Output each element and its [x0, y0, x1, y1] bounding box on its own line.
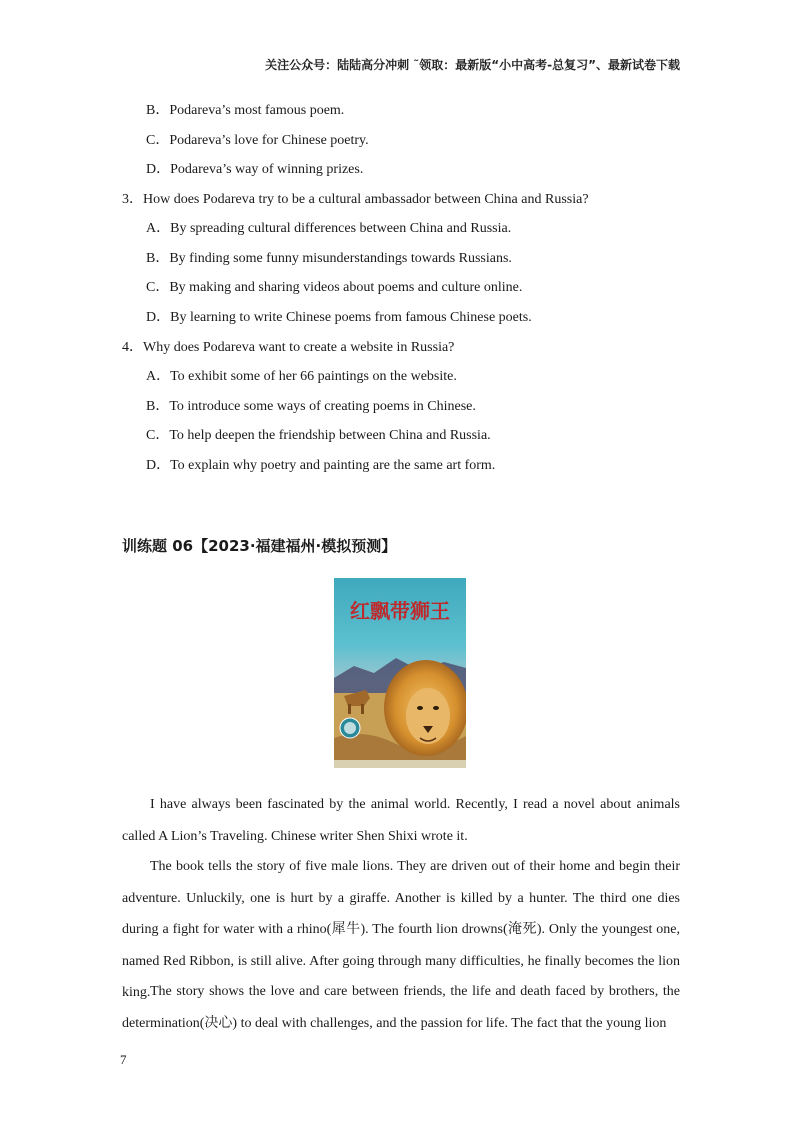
q2-option-b: B．Podareva’s most famous poem. — [146, 103, 345, 118]
q4-option-a: A．To exhibit some of her 66 paintings on the website. — [146, 369, 457, 384]
q2-option-d: D．Podareva’s way of winning prizes. — [146, 162, 364, 177]
q3-option-b: B．By finding some funny misunderstandings towards Russians. — [146, 251, 512, 266]
page-number: 7 — [120, 1052, 127, 1067]
q3-option-c: C．By making and sharing videos about poems and culture online. — [146, 280, 523, 295]
section-title: 训练题 06【2023·福建福州·模拟预测】 — [122, 537, 397, 555]
q4-option-b: B．To introduce some ways of creating poems in Chinese. — [146, 399, 476, 414]
book-cover-image — [334, 578, 466, 768]
q3-option-d: D．By learning to write Chinese poems from famous Chinese poets. — [146, 310, 532, 325]
q4-option-d: D．To explain why poetry and painting are the same art form. — [146, 458, 496, 473]
q4-question: 4．Why does Podareva want to create a website in Russia? — [122, 340, 455, 355]
q3-question: 3．How does Podareva try to be a cultural ambassador between China and Russia? — [122, 192, 589, 207]
page-header: 关注公众号：陆陆高分冲刺 ˜领取：最新版“小中高考-总复习”、最新试卷下载 — [265, 58, 680, 72]
passage-paragraph-1: I have always been fascinated by the animal world. Recently, I read a novel about animals called A Lion’s Traveling. Chinese writer Shen Shixi wrote it. — [122, 797, 680, 844]
passage-paragraph-3: The story shows the love and care between friends, the life and death faced by brothers, the determination(决心) to deal with challenges, and the passion for life. The fact that the young lion — [122, 984, 680, 1031]
book-cover-title: 红飘带狮王 — [350, 599, 450, 623]
passage-paragraph-2: The book tells the story of five male lions. They are driven out of their home and begin their adventure. Unluckily, one is hurt by a giraffe. Another is killed by a hunter. The third one dies during a fight for water with a rhino(犀牛). The fourth lion drowns(淹死). Only the youngest one, named Red Ribbon, is still alive. After going through many difficulties, he finally becomes the lion king. — [122, 859, 680, 1000]
q4-option-c: C．To help deepen the friendship between China and Russia. — [146, 428, 491, 443]
q2-option-c: C．Podareva’s love for Chinese poetry. — [146, 133, 369, 148]
q3-option-a: A．By spreading cultural differences between China and Russia. — [146, 221, 512, 236]
